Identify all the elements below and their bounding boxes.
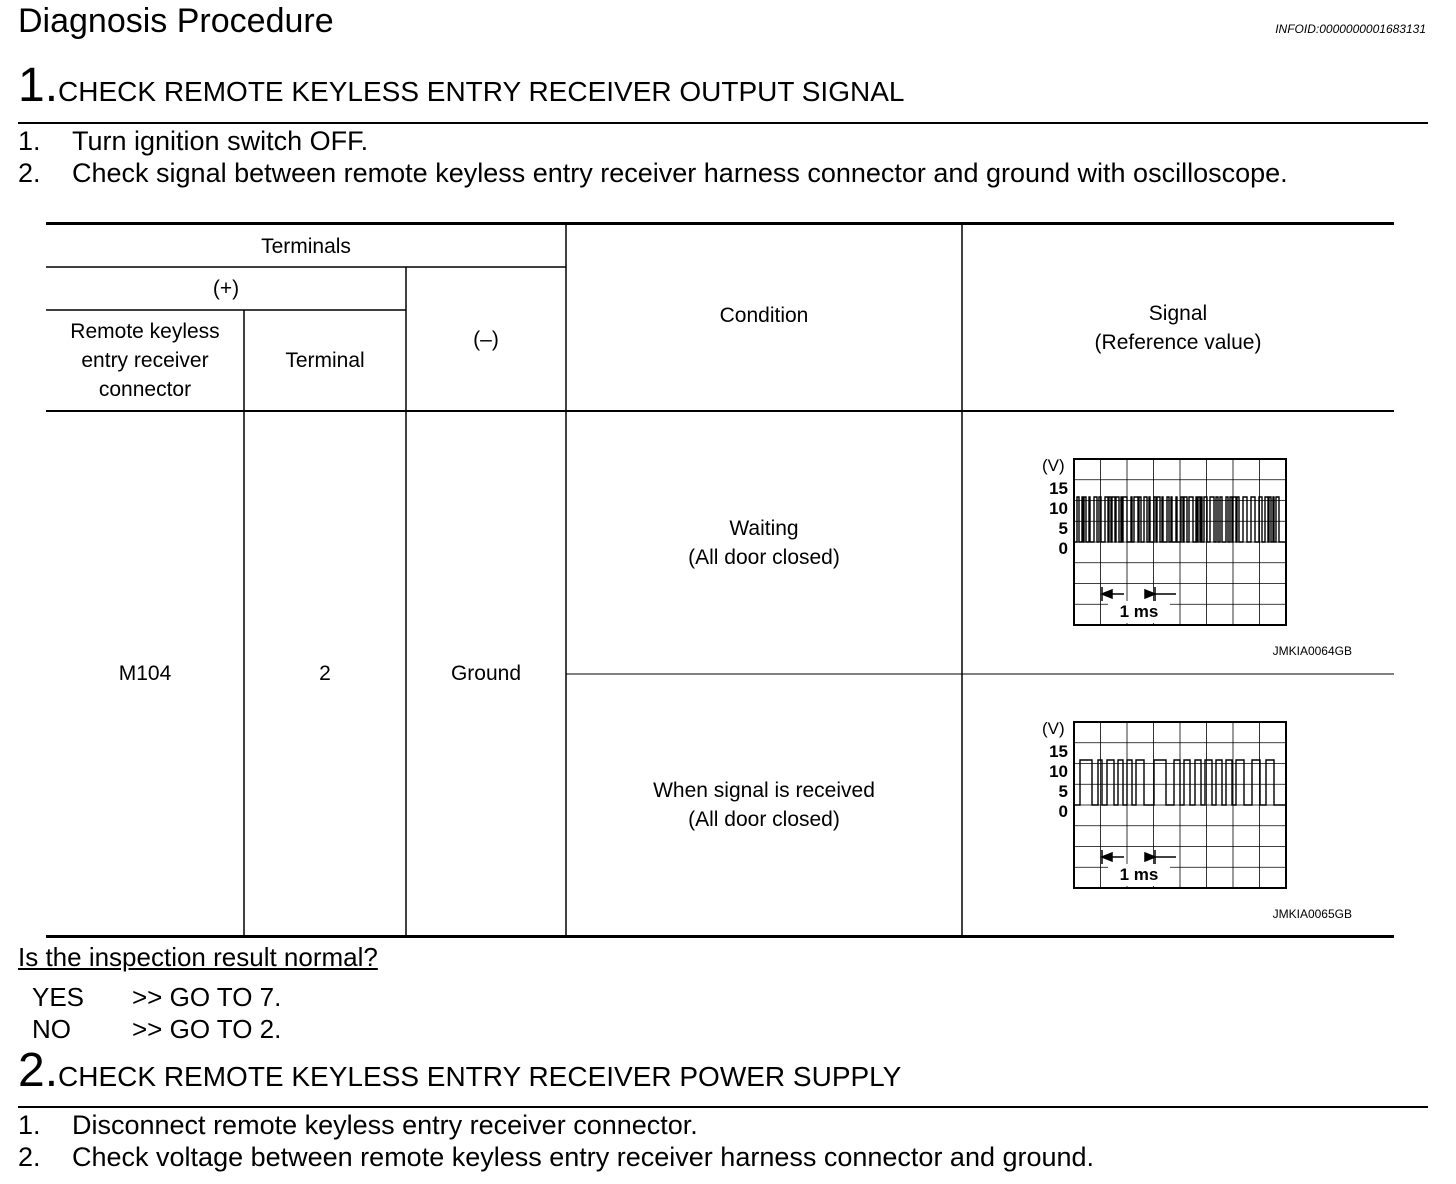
list-number: 1. xyxy=(18,126,41,156)
scope-unit: (V) xyxy=(1042,719,1065,738)
scope-tick: 0 xyxy=(1058,802,1068,821)
list-text: Disconnect remote keyless entry receiver connector. xyxy=(72,1110,698,1140)
condition-line: (All door closed) xyxy=(688,808,840,831)
step1-heading xyxy=(18,58,904,113)
step2-rule xyxy=(18,1106,1428,1108)
header-connector-line: Remote keyless xyxy=(70,320,220,343)
figure-id: JMKIA0065GB xyxy=(1272,907,1352,921)
step2-title: CHECK REMOTE KEYLESS ENTRY RECEIVER POWER SUPPLY xyxy=(58,1061,902,1092)
list-text: Turn ignition switch OFF. xyxy=(72,126,369,156)
header-terminals: Terminals xyxy=(261,234,351,258)
header-plus: (+) xyxy=(212,277,240,300)
info-id: INFOID:0000000001683131 xyxy=(1275,22,1426,36)
step2-heading xyxy=(18,1043,901,1098)
step2-number: 2. xyxy=(18,1044,59,1097)
list-text: Check voltage between remote keyless entry receiver harness connector and ground. xyxy=(72,1142,1095,1172)
header-connector-line: connector xyxy=(98,378,192,401)
header-terminal: Terminal xyxy=(285,349,365,372)
condition-line: (All door closed) xyxy=(688,545,840,569)
page-title: Diagnosis Procedure xyxy=(18,2,334,40)
scope-tick: 15 xyxy=(1049,479,1068,498)
header-connector xyxy=(46,310,244,411)
list-number: 1. xyxy=(18,1110,41,1140)
oscilloscope-received xyxy=(1036,719,1356,924)
scope-tick: 5 xyxy=(1058,519,1068,538)
scope-tick: 0 xyxy=(1058,539,1068,558)
header-signal-line: (Reference value) xyxy=(1094,331,1262,354)
cell-connector: M104 xyxy=(118,662,172,685)
time-span-marker xyxy=(1102,850,1176,864)
oscilloscope-graph xyxy=(1036,456,1356,661)
header-condition: Condition xyxy=(719,303,809,327)
condition-line: When signal is received xyxy=(653,779,875,802)
signal-waveform xyxy=(1074,760,1286,805)
header-signal xyxy=(962,225,1394,431)
oscilloscope-waiting xyxy=(1036,456,1356,661)
inspection-question: Is the inspection result normal? xyxy=(18,942,378,972)
answer-key: YES xyxy=(32,982,85,1012)
scope-tick: 5 xyxy=(1058,782,1068,801)
header-connector-line: entry receiver xyxy=(81,349,209,372)
list-text: Check signal between remote keyless entry receiver harness connector and ground with oscilloscope. xyxy=(72,158,1288,188)
cell-condition-waiting xyxy=(566,411,962,674)
list-number: 2. xyxy=(18,158,41,188)
answer-action: >> GO TO 2. xyxy=(132,1014,282,1044)
signal-table xyxy=(46,222,1394,938)
scope-tick: 10 xyxy=(1049,762,1068,781)
answer-action: >> GO TO 7. xyxy=(132,982,282,1012)
scope-tick: 15 xyxy=(1049,742,1068,761)
step1-title: CHECK REMOTE KEYLESS ENTRY RECEIVER OUTPUT SIGNAL xyxy=(58,76,905,107)
time-span-marker xyxy=(1102,587,1176,601)
list-number: 2. xyxy=(18,1142,41,1172)
cell-minus: Ground xyxy=(450,662,522,685)
time-label: 1 ms xyxy=(1119,602,1159,621)
scope-tick: 10 xyxy=(1049,499,1068,518)
cell-condition-received xyxy=(566,674,962,936)
step1-rule xyxy=(18,122,1428,124)
header-minus: (–) xyxy=(473,327,499,351)
header-signal-line: Signal xyxy=(1148,302,1208,325)
time-label: 1 ms xyxy=(1119,865,1159,884)
figure-id: JMKIA0064GB xyxy=(1272,644,1352,658)
scope-unit: (V) xyxy=(1042,456,1065,475)
cell-terminal: 2 xyxy=(319,662,331,685)
step1-number: 1. xyxy=(18,59,59,112)
oscilloscope-graph xyxy=(1036,719,1356,924)
condition-line: Waiting xyxy=(729,516,799,540)
answer-key: NO xyxy=(32,1014,71,1044)
